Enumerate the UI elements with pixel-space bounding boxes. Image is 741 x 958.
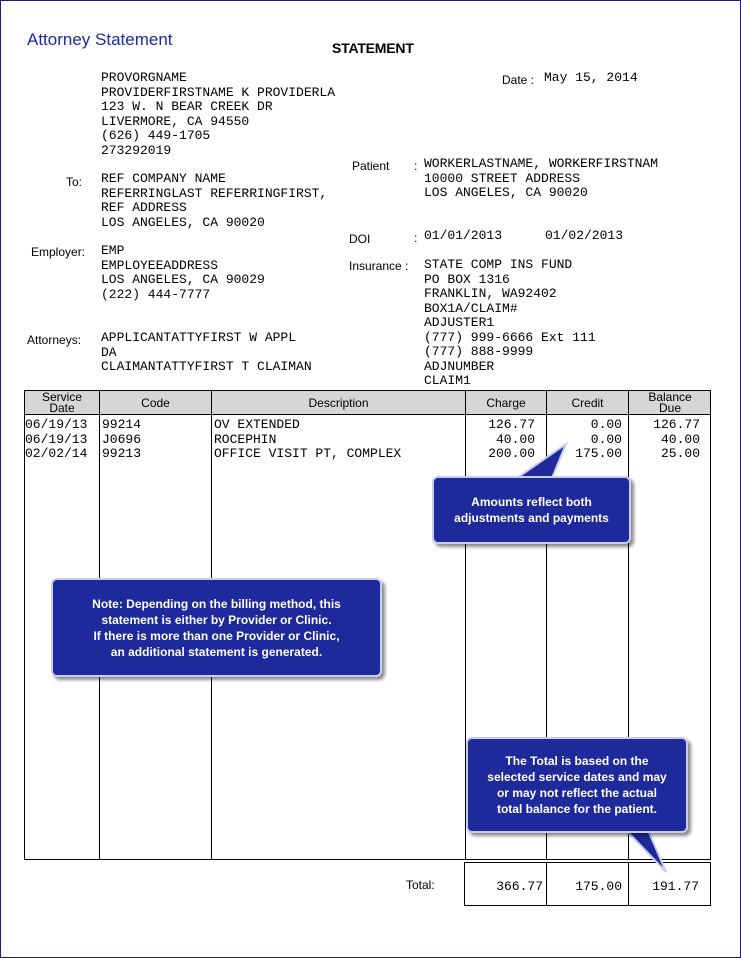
patient-line: LOS ANGELES, CA 90020 [424,185,588,200]
row-balance: 40.00 [660,431,700,447]
row-charge: 40.00 [495,431,535,447]
to-line: REFERRINGLAST REFERRINGFIRST, [101,185,328,201]
insurance-label: Insurance : [349,259,409,273]
to-line: REF COMPANY NAME [101,171,226,186]
row-balance: 25.00 [660,446,700,461]
attorney-line: DA [101,344,117,360]
callout-amounts-line: adjustments and payments [454,511,609,525]
row-date: 02/02/14 [25,446,88,461]
provider-line: 123 W. N BEAR CREEK DR [101,99,273,114]
to-label: To: [66,175,83,189]
insurance-line: (777) 888-9999 [424,344,534,359]
attorney-line: CLAIMANTATTYFIRST T CLAIMAN [101,359,312,374]
patient-line: 10000 STREET ADDRESS [424,170,581,186]
doi-from: 01/01/2013 [424,228,503,243]
date-label: Date : [502,73,535,87]
header-balance-line2: Due [658,401,681,415]
total-charge: 366.77 [496,879,543,894]
insurance-line: CLAIM1 [424,373,471,388]
row-credit: 175.00 [575,446,622,461]
doi-label: DOI [349,232,371,246]
employer-line: (222) 444-7777 [101,286,211,302]
callout-note-line: Note: Depending on the billing method, this [92,596,341,611]
employer-line: EMPLOYEEADDRESS [101,257,219,273]
total-label: Total: [406,878,435,892]
row-charge: 126.77 [488,417,535,432]
row-description: ROCEPHIN [214,431,277,447]
header-code: Code [141,395,170,410]
provider-line: (626) 449-1705 [101,128,211,143]
total-credit: 175.00 [575,879,622,894]
row-description: OV EXTENDED [214,417,300,432]
callout-total-note [466,737,688,833]
row-balance: 126.77 [653,417,700,432]
header-credit: Credit [571,395,604,410]
provider-line: PROVIDERFIRSTNAME K PROVIDERLA [101,84,336,100]
doi-colon: : [414,231,418,245]
provider-line: LIVERMORE, CA 94550 [101,113,250,129]
patient-colon: : [414,159,418,173]
callout-amounts-line: Amounts reflect both [471,495,592,509]
attorneys-label: Attorneys: [27,333,82,347]
header-description: Description [308,395,369,410]
row-date: 06/19/13 [25,417,88,432]
patient-label: Patient [352,159,390,173]
callout-total-line: total balance for the patient. [496,802,658,816]
insurance-line: STATE COMP INS FUND [424,257,573,272]
to-line: REF ADDRESS [101,200,187,215]
insurance-line: PO BOX 1316 [424,271,510,287]
doi-to: 01/02/2013 [545,228,624,243]
row-code: 99214 [102,417,142,432]
employer-line: EMP [101,243,125,258]
insurance-line: FRANKLIN, WA92402 [424,286,557,301]
attorney-line: APPLICANTATTYFIRST W APPL [101,330,297,345]
employer-label: Employer: [31,245,86,259]
page-title: Attorney Statement [27,30,173,49]
callout-total-line: or may not reflect the actual [496,786,658,800]
callout-total-line: The Total is based on the [505,754,649,768]
statement-date: May 15, 2014 [544,70,638,85]
total-balance: 191.77 [652,879,699,894]
row-date: 06/19/13 [25,431,88,447]
statement-heading: STATEMENT [332,40,414,56]
insurance-line: ADJNUMBER [424,358,495,374]
callout-note-line: If there is more than one Provider or Clinic, [93,628,340,643]
header-service-date-line2: Date [49,401,75,415]
insurance-line: (777) 999-6666 Ext 111 [424,329,596,345]
patient-line: WORKERLASTNAME, WORKERFIRSTNAM [424,156,659,171]
provider-line: PROVORGNAME [101,70,187,85]
insurance-line: ADJUSTER1 [424,315,495,330]
callout-note-line: an additional statement is generated. [110,644,323,659]
row-code: 99213 [102,446,142,461]
row-credit: 0.00 [590,417,622,432]
row-credit: 0.00 [590,431,622,447]
insurance-line: BOX1A/CLAIM# [424,300,518,316]
row-charge: 200.00 [488,446,535,461]
provider-line: 273292019 [101,142,172,158]
to-line: LOS ANGELES, CA 90020 [101,214,265,230]
callout-note-line: statement is either by Provider or Clinic. [101,612,332,627]
row-code: J0696 [102,431,142,447]
callout-total-line: selected service dates and may [487,770,667,784]
header-service-date-line1: Service [41,390,82,404]
header-charge: Charge [486,395,526,410]
header-balance-line1: Balance [648,390,692,404]
employer-line: LOS ANGELES, CA 90029 [101,272,265,287]
row-description: OFFICE VISIT PT, COMPLEX [214,446,402,461]
